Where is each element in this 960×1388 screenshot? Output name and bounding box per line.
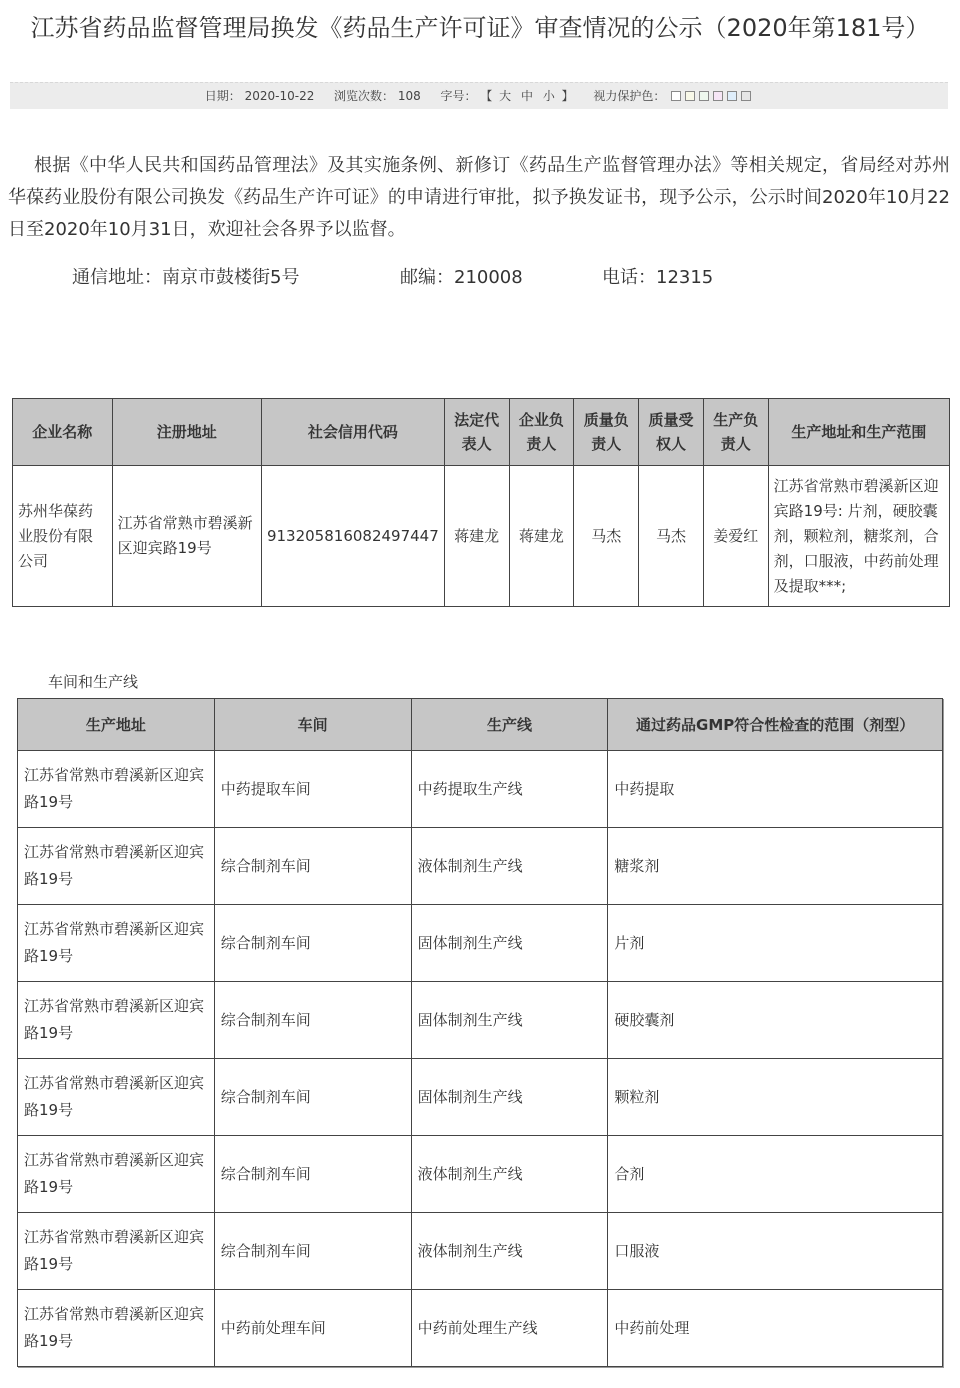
workshop-table-row	[18, 751, 943, 828]
workshop-caption: 车间和生产线	[48, 673, 139, 691]
header-production-address: 生产地址	[18, 699, 215, 751]
workshop-table-row	[18, 905, 943, 982]
cell-production-scope: 江苏省常熟市碧溪新区迎宾路19号: 片剂，硬胶囊剂，颗粒剂，糖浆剂，合剂，口服液，中药前处理及提取***;	[768, 466, 949, 607]
header-registered-address: 注册地址	[112, 399, 261, 466]
cell-production-line: 固体制剂生产线	[411, 982, 608, 1059]
cell-gmp-scope: 硬胶囊剂	[608, 982, 943, 1059]
cell-production-address: 江苏省常熟市碧溪新区迎宾路19号	[18, 982, 215, 1059]
header-company-name: 企业名称	[13, 399, 113, 466]
workshop-table	[17, 698, 943, 1367]
cell-production-address: 江苏省常熟市碧溪新区迎宾路19号	[18, 1059, 215, 1136]
views-count: 108	[397, 89, 421, 103]
cell-workshop: 中药前处理车间	[214, 1290, 411, 1367]
cell-gmp-scope: 片剂	[608, 905, 943, 982]
header-enterprise-head: 企业负责人	[509, 399, 574, 466]
cell-production-line: 中药提取生产线	[411, 751, 608, 828]
font-size-label: 字号：	[440, 89, 477, 103]
cell-production-line: 中药前处理生产线	[411, 1290, 608, 1367]
cell-workshop: 综合制剂车间	[214, 828, 411, 905]
font-size-large-link[interactable]: 大	[499, 89, 512, 103]
cell-quality-authorized: 马杰	[639, 466, 704, 607]
cell-gmp-scope: 中药提取	[608, 751, 943, 828]
workshop-table-row	[18, 828, 943, 905]
workshop-table-row	[18, 1213, 943, 1290]
bracket-close: 】	[561, 89, 574, 103]
eye-care-swatch-5[interactable]	[727, 91, 737, 101]
cell-enterprise-head: 蒋建龙	[509, 466, 574, 607]
eye-care-swatch-6[interactable]	[741, 91, 751, 101]
bracket-open: 【	[480, 89, 493, 103]
header-production-scope: 生产地址和生产范围	[768, 399, 949, 466]
contact-address: 通信地址：南京市鼓楼街5号	[72, 267, 300, 288]
cell-production-line: 液体制剂生产线	[411, 1136, 608, 1213]
cell-production-line: 固体制剂生产线	[411, 1059, 608, 1136]
workshop-table-row	[18, 982, 943, 1059]
cell-company-name: 苏州华葆药业股份有限公司	[13, 466, 113, 607]
article-meta-bar	[10, 82, 948, 109]
workshop-table-row	[18, 1059, 943, 1136]
cell-gmp-scope: 颗粒剂	[608, 1059, 943, 1136]
eye-care-swatches	[669, 83, 753, 109]
views-label: 浏览次数：	[334, 89, 395, 103]
cell-gmp-scope: 糖浆剂	[608, 828, 943, 905]
contact-phone: 电话：12315	[602, 267, 714, 288]
publish-date: 2020-10-22	[244, 89, 315, 103]
header-production-line: 生产线	[411, 699, 608, 751]
font-size-medium-link[interactable]: 中	[520, 89, 533, 103]
cell-production-address: 江苏省常熟市碧溪新区迎宾路19号	[18, 905, 215, 982]
company-table-header-row	[13, 399, 950, 466]
cell-production-address: 江苏省常熟市碧溪新区迎宾路19号	[18, 1136, 215, 1213]
header-quality-head: 质量负责人	[574, 399, 639, 466]
header-credit-code: 社会信用代码	[261, 399, 444, 466]
contact-postcode: 邮编：210008	[400, 267, 523, 288]
header-production-head: 生产负责人	[703, 399, 768, 466]
header-gmp-scope: 通过药品GMP符合性检查的范围（剂型）	[608, 699, 943, 751]
notice-paragraph: 根据《中华人民共和国药品管理法》及其实施条例、新修订《药品生产监督管理办法》等相关规定，省局经对苏州华葆药业股份有限公司换发《药品生产许可证》的申请进行审批，拟予换发证书，现予公示，公示时间2020年10月22日至2020年10月31日，欢迎社会各界予以监督。	[8, 155, 950, 240]
header-workshop: 车间	[214, 699, 411, 751]
cell-credit-code: 913205816082497447	[261, 466, 444, 607]
cell-production-address: 江苏省常熟市碧溪新区迎宾路19号	[18, 1290, 215, 1367]
workshop-table-row	[18, 1290, 943, 1367]
date-label: 日期：	[204, 89, 241, 103]
font-size-small-link[interactable]: 小	[542, 89, 555, 103]
header-quality-authorized: 质量受权人	[639, 399, 704, 466]
cell-production-address: 江苏省常熟市碧溪新区迎宾路19号	[18, 1213, 215, 1290]
cell-registered-address: 江苏省常熟市碧溪新区迎宾路19号	[112, 466, 261, 607]
cell-workshop: 综合制剂车间	[214, 1213, 411, 1290]
workshop-table-header-row	[18, 699, 943, 751]
cell-legal-representative: 蒋建龙	[444, 466, 509, 607]
cell-workshop: 综合制剂车间	[214, 1059, 411, 1136]
cell-production-line: 液体制剂生产线	[411, 1213, 608, 1290]
cell-gmp-scope: 中药前处理	[608, 1290, 943, 1367]
company-table-row	[13, 466, 950, 607]
cell-quality-head: 马杰	[574, 466, 639, 607]
cell-workshop: 综合制剂车间	[214, 905, 411, 982]
page-title: 江苏省药品监督管理局换发《药品生产许可证》审查情况的公示（2020年第181号）	[30, 14, 930, 42]
eye-care-label: 视力保护色：	[593, 89, 666, 103]
eye-care-swatch-2[interactable]	[685, 91, 695, 101]
cell-gmp-scope: 口服液	[608, 1213, 943, 1290]
cell-workshop: 综合制剂车间	[214, 982, 411, 1059]
cell-gmp-scope: 合剂	[608, 1136, 943, 1213]
cell-production-address: 江苏省常熟市碧溪新区迎宾路19号	[18, 751, 215, 828]
cell-workshop: 综合制剂车间	[214, 1136, 411, 1213]
eye-care-swatch-3[interactable]	[699, 91, 709, 101]
eye-care-swatch-1[interactable]	[671, 91, 681, 101]
cell-production-line: 固体制剂生产线	[411, 905, 608, 982]
workshop-table-row	[18, 1136, 943, 1213]
cell-workshop: 中药提取车间	[214, 751, 411, 828]
eye-care-swatch-4[interactable]	[713, 91, 723, 101]
company-info-table	[12, 398, 950, 607]
header-legal-representative: 法定代表人	[444, 399, 509, 466]
cell-production-address: 江苏省常熟市碧溪新区迎宾路19号	[18, 828, 215, 905]
cell-production-head: 姜爱红	[703, 466, 768, 607]
cell-production-line: 液体制剂生产线	[411, 828, 608, 905]
